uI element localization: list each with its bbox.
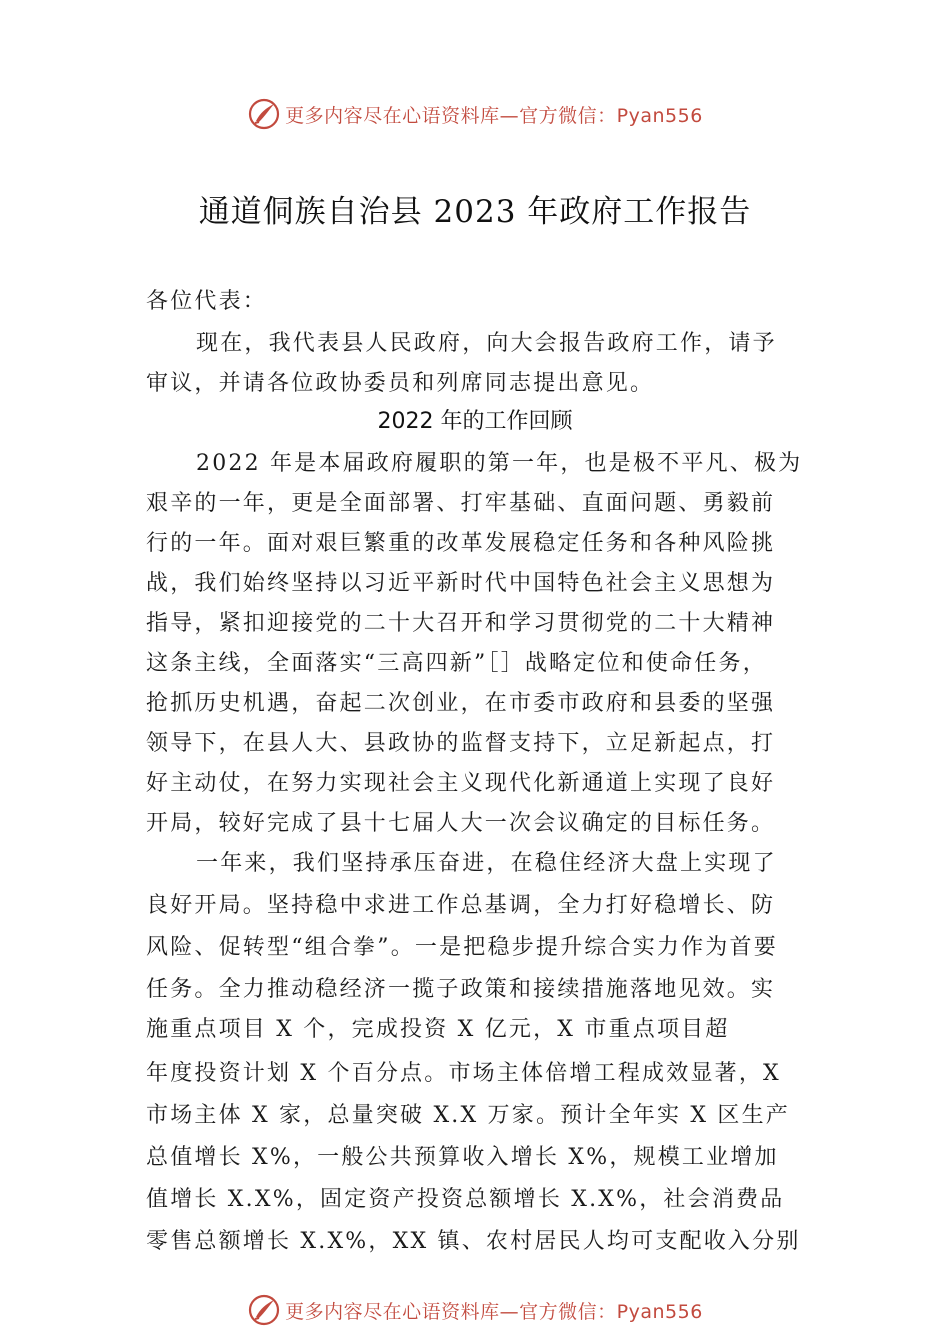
brush-logo-icon bbox=[247, 1293, 281, 1327]
paragraph-line: 零售总额增长 X.X%，XX 镇、农村居民人均可支配收入分别 bbox=[146, 1229, 801, 1254]
paragraph-line: 好主动仗，在努力实现社会主义现代化新通道上实现了良好 bbox=[146, 771, 776, 796]
paragraph-line: 艰辛的一年，更是全面部署、打牢基础、直面问题、勇毅前 bbox=[146, 491, 776, 516]
watermark-header bbox=[0, 94, 950, 134]
paragraph-line: 行的一年。面对艰巨繁重的改革发展稳定任务和各种风险挑 bbox=[146, 531, 776, 556]
watermark-text: 更多内容尽在心语资料库—官方微信：Pyan556 bbox=[285, 104, 703, 127]
paragraph-line: 现在，我代表县人民政府，向大会报告政府工作，请予 bbox=[196, 331, 777, 356]
paragraph-line: 这条主线，全面落实“三高四新”［］战略定位和使命任务， bbox=[146, 651, 767, 676]
paragraph-line: 审议，并请各位政协委员和列席同志提出意见。 bbox=[146, 371, 655, 396]
paragraph-line: 市场主体 X 家，总量突破 X.X 万家。预计全年实 X 区生产 bbox=[146, 1103, 791, 1128]
page-title: 通道侗族自治县 2023 年政府工作报告 bbox=[198, 194, 752, 230]
paragraph-line: 年度投资计划 X 个百分点。市场主体倍增工程成效显著，X bbox=[146, 1061, 781, 1086]
paragraph-line: 总值增长 X%，一般公共预算收入增长 X%，规模工业增加 bbox=[146, 1145, 779, 1170]
paragraph-line: 2022 年是本届政府履职的第一年，也是极不平凡、极为 bbox=[196, 451, 803, 476]
salutation: 各位代表： bbox=[146, 289, 268, 314]
paragraph-line: 风险、促转型“组合拳”。一是把稳步提升综合实力作为首要 bbox=[146, 935, 778, 960]
section-heading: 2022 年的工作回顾 bbox=[377, 409, 573, 434]
paragraph-line: 任务。全力推动稳经济一揽子政策和接续措施落地见效。实 bbox=[146, 977, 776, 1002]
watermark-footer bbox=[0, 1290, 950, 1330]
watermark-text: 更多内容尽在心语资料库—官方微信：Pyan556 bbox=[285, 1300, 703, 1323]
paragraph-line: 领导下，在县人大、县政协的监督支持下，立足新起点，打 bbox=[146, 731, 776, 756]
paragraph-line: 一年来，我们坚持承压奋进，在稳住经济大盘上实现了 bbox=[196, 851, 777, 876]
paragraph-line: 值增长 X.X%，固定资产投资总额增长 X.X%，社会消费品 bbox=[146, 1187, 785, 1212]
brush-logo-icon bbox=[247, 97, 281, 131]
paragraph-line: 指导，紧扣迎接党的二十大召开和学习贯彻党的二十大精神 bbox=[146, 611, 776, 636]
paragraph-line: 良好开局。坚持稳中求进工作总基调，全力打好稳增长、防 bbox=[146, 893, 776, 918]
paragraph-line: 战，我们始终坚持以习近平新时代中国特色社会主义思想为 bbox=[146, 571, 776, 596]
paragraph-line: 开局，较好完成了县十七届人大一次会议确定的目标任务。 bbox=[146, 811, 776, 836]
paragraph-line: 抢抓历史机遇，奋起二次创业，在市委市政府和县委的坚强 bbox=[146, 691, 776, 716]
paragraph-line: 施重点项目 X 个，完成投资 X 亿元，X 市重点项目超 bbox=[146, 1017, 730, 1042]
